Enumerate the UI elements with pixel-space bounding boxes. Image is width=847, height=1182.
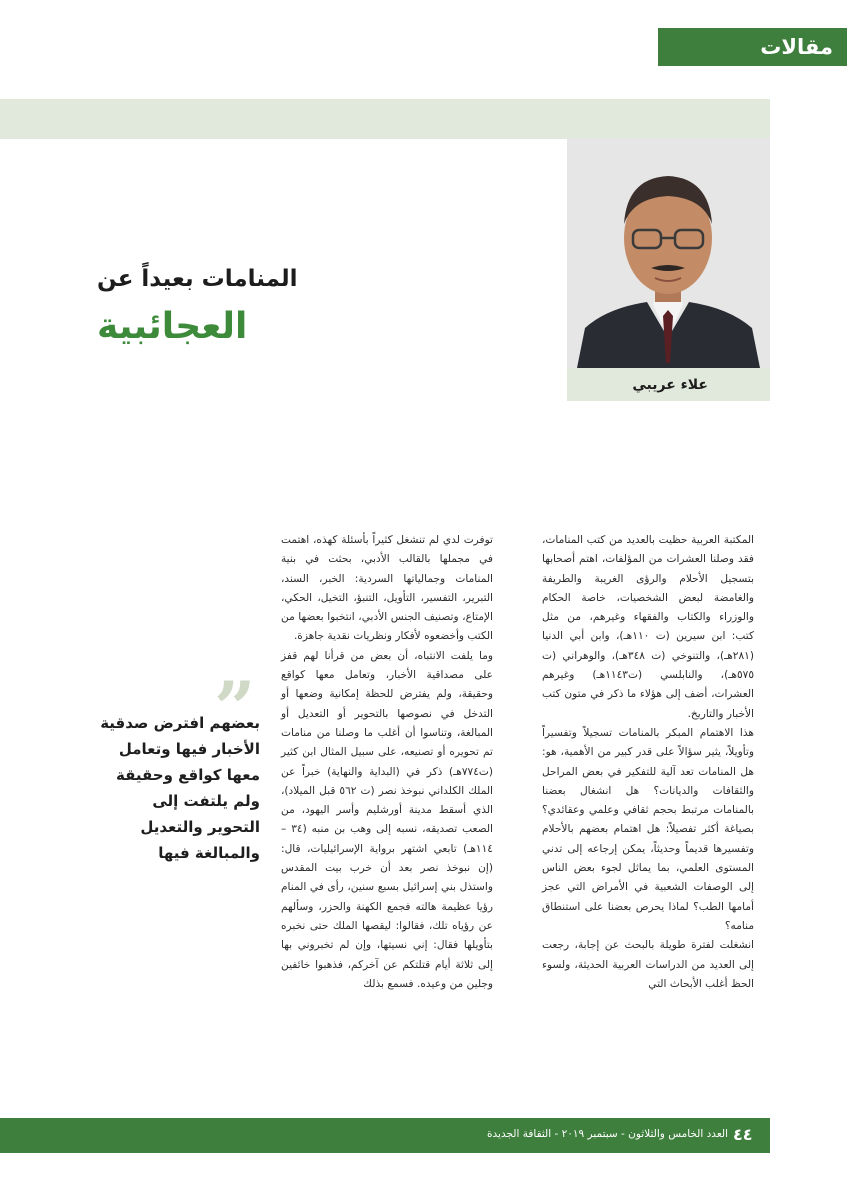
page-number: ٤٤ <box>733 1125 753 1144</box>
article-title-line-2: العجائبية <box>97 306 248 347</box>
body-column-right <box>542 531 754 994</box>
author-photo <box>567 138 770 368</box>
paragraph: انشغلت لفترة طويلة بالبحث عن إجابة، رجعت إلى العديد من الدراسات العربية الحديثة، ولسوء الحظ أغلب الأبحاث التي <box>542 939 754 990</box>
paragraph: المكتبة العربية حظيت بالعديد من كتب المنامات، فقد وصلنا العشرات من المؤلفات، اهتم أصحابها بتسجيل الأحلام والرؤى الغريبة والطريفة والغامضة لبعض الشخصيات، خاصة الحكام والوزراء والكتاب والفقهاء وغيرهم، من مثل كتب: ابن سيرين (ت ١١٠هـ)، وابن أبي الدنيا (٢٨١هـ)، والتنوخي (ت ٣٤٨هـ)، والوهراني (ت ٥٧٥هـ)، والنابلسي (ت١١٤٣هـ) وغيرهم العشرات، أضف إلى هؤلاء ما ذكر في متون كتب الأخبار والتاريخ. <box>542 534 755 720</box>
header-band <box>0 99 770 139</box>
author-name-strip <box>567 368 770 401</box>
author-name: علاء عريبي <box>632 376 708 393</box>
section-label: مقالات <box>760 35 833 59</box>
paragraph: هذا الاهتمام المبكر بالمنامات تسجيلاً وتفسيراً وتأويلاً، يثير سؤالاً على قدر كبير من الأهمية، هو: هل المنامات تعد آلية للتفكير في بعض المراحل والثقافات والديانات؟ هل انشغال بعضنا بالمنامات مرتبط بحجم ثقافي وعلمي وعقائدي؟ بصياغة أكثر تفصيلاً: هل اهتمام بعضهم بالأحلام وتفسيرها قديماً وحديثاً، يمكن إرجاعه إلى تدني المستوى العلمي، بما يماثل لجوء بعض الناس إلى الوصفات الشعبية في الأمراض التي عجز أمامها الطب؟ لماذا يحرص بعضنا على استنطاق منامه؟ <box>542 726 754 932</box>
paragraph: توفرت لدي لم تنشغل كثيراً بأسئلة كهذه، اهتمت في مجملها بالقالب الأدبي، بحثت في بنية المنامات وجمالياتها السردية: الخبر، السند، التبرير، التفسير، التأويل، التنبؤ، التخيل، الحكي، الإمتاع، وتصنيف الجنس الأدبي، انتخبوا بعضها من الكتب وأخضعوه لأفكار ونظريات نقدية جاهزة. <box>281 534 493 643</box>
body-column-left <box>281 531 493 994</box>
pull-quote: بعضهم افترض صدقية الأخبار فيها وتعامل معها كواقع وحقيقة ولم يلتفت إلى التحوير والتعديل والمبالغة فيها <box>100 714 260 862</box>
issue-info: العدد الخامس والثلاثون - سبتمبر ٢٠١٩ - الثقافة الجديدة <box>487 1128 728 1140</box>
paragraph: وما يلفت الانتباه، أن بعض من قرأنا لهم قفز على مصداقية الأخبار، وتعامل معها كواقع وحقيقة، ولم يفترض للحظة إمكانية وضعها أو التدخل في نصوصها بالتحوير أو التعديل أو المبالغة، وتناسوا أن أغلب ما وصلنا من منامات تم تحويره أو تصنيعه، على سبيل المثال ابن كثير (ت٧٧٤هـ) ذكر في (البداية والنهاية) خبراً عن الملك الكلداني نبوخذ نصر (ت ٥٦٢ قبل الميلاد)، الذي أسقط مدينة أورشليم وأسر اليهود، من الصعب تصديقه، نسبه إلى وهب بن منبه (٣٤ – ١١٤هـ) تابعي اشتهر برواية الإسرائيليات، قال: (إن نبوخذ نصر بعد أن خرب بيت المقدس واستذل بني إسرائيل بسبع سنين، رأى في المنام رؤيا عظيمة هالته فجمع الكهنة والحزر، وسألهم عن رؤياه تلك، فقالوا: ليقصها الملك حتى نخبره بتأويلها فقال: إني نسيتها، وإن لم تخبروني بها إلى ثلاثة أيام قتلتكم عن آخركم، فذهبوا خائفين وجلين من وعيده. فسمع بذلك <box>281 649 493 990</box>
quote-mark-icon: ” <box>214 665 256 750</box>
section-tab <box>658 28 847 66</box>
author-portrait-icon <box>567 138 770 368</box>
article-title-line-1: المنامات بعيداً عن <box>97 266 298 292</box>
